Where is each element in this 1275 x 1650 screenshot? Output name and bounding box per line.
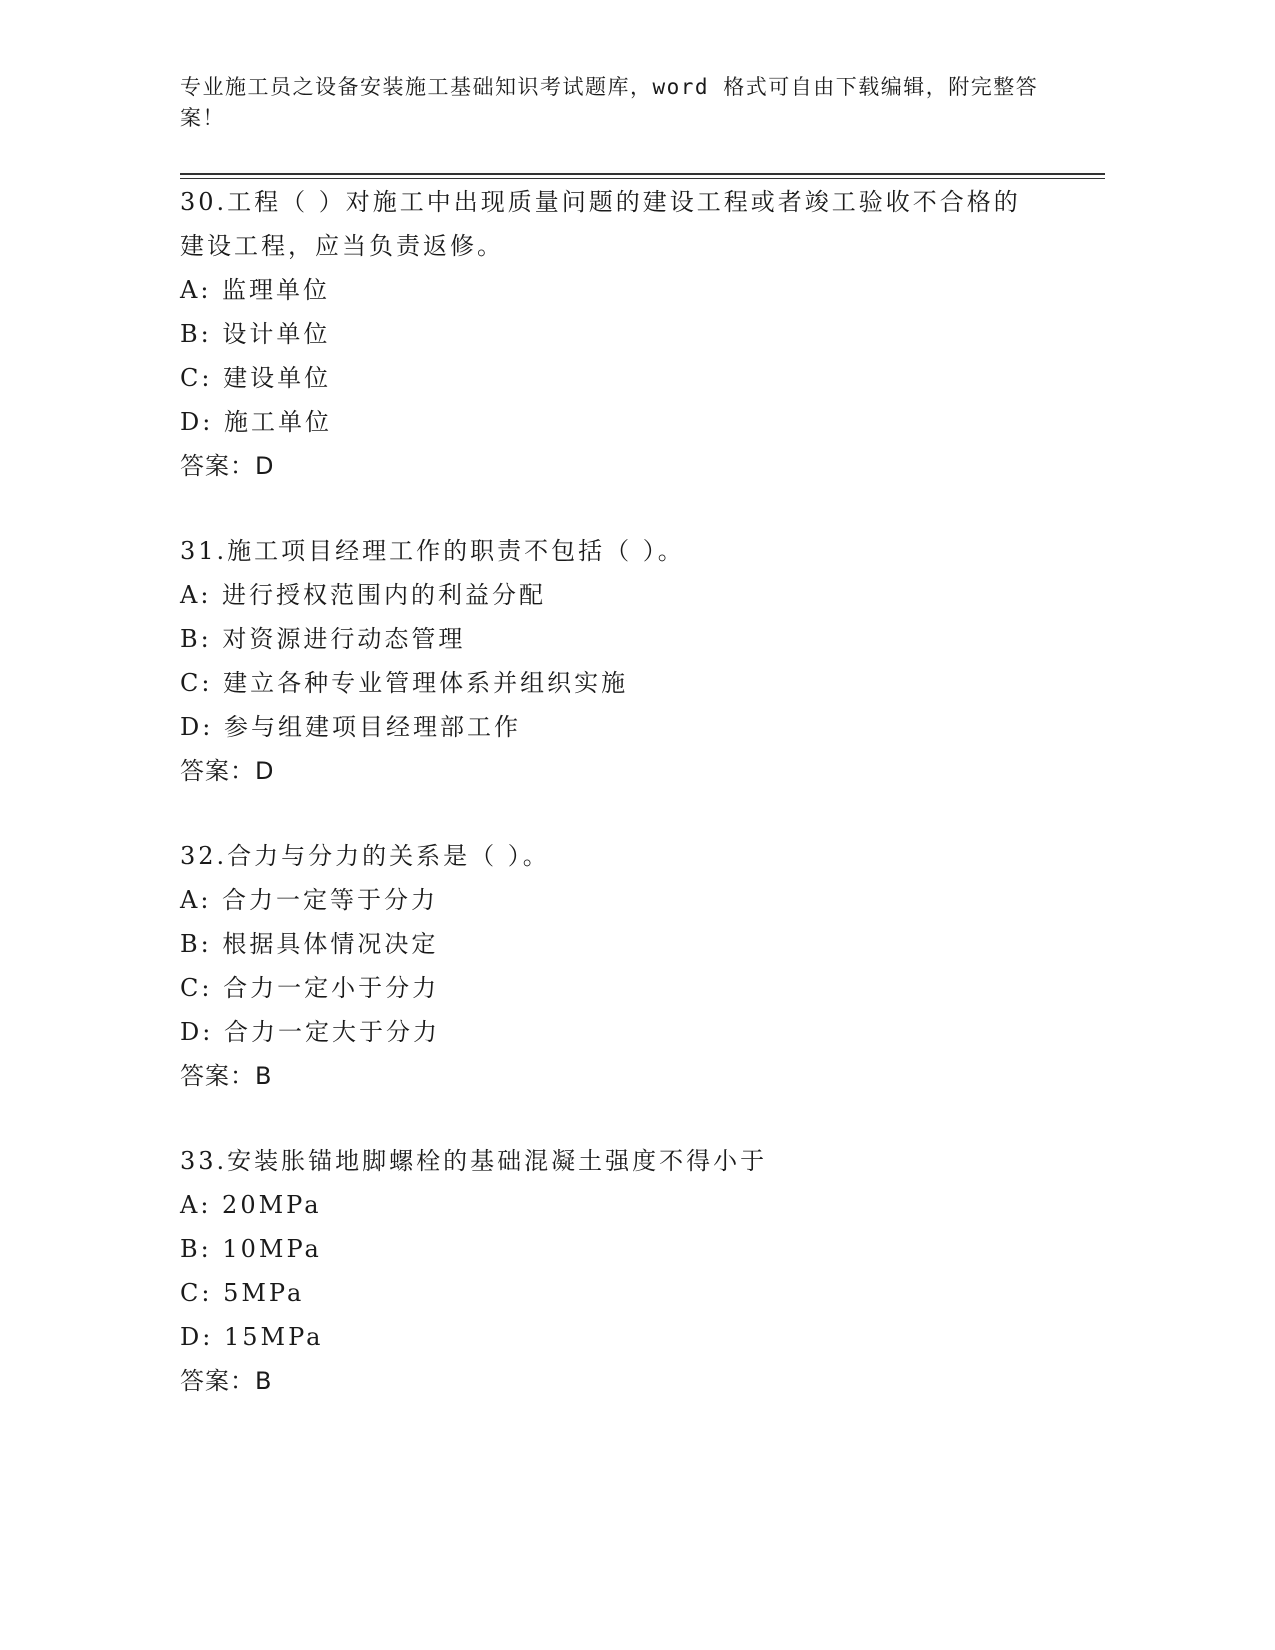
document-header: 专业施工员之设备安装施工基础知识考试题库，word 格式可自由下载编辑，附完整答案！ [180,75,1039,130]
option-a: A: 合力一定等于分力 [180,886,439,914]
option-b: B: 根据具体情况决定 [180,930,439,958]
question-30 [180,180,1040,488]
option-d: D: 参与组建项目经理部工作 [180,713,521,741]
answer-label: 答案：B [180,1062,273,1090]
option-c: C: 合力一定小于分力 [180,974,440,1002]
option-c: C: 建设单位 [180,364,332,392]
question-stem: 30.工程（ ）对施工中出现质量问题的建设工程或者竣工验收不合格的建设工程，应当负责返修。 [180,188,1021,260]
option-d: D: 施工单位 [180,408,332,436]
question-32 [180,834,1040,1098]
header-rule-thick [180,173,1105,175]
option-d: D: 合力一定大于分力 [180,1018,440,1046]
option-d: D: 15MPa [180,1323,324,1351]
option-b: B: 设计单位 [180,320,331,348]
option-c: C: 5MPa [180,1279,305,1307]
option-a: A: 20MPa [180,1191,322,1219]
question-stem: 32.合力与分力的关系是（ ）。 [180,842,550,870]
option-c: C: 建立各种专业管理体系并组织实施 [180,669,629,697]
question-stem: 31.施工项目经理工作的职责不包括（ ）。 [180,537,685,565]
question-33 [180,1139,1040,1403]
option-b: B: 对资源进行动态管理 [180,625,466,653]
option-a: A: 监理单位 [180,276,331,304]
answer-label: 答案：B [180,1367,273,1395]
answer-label: 答案：D [180,452,275,480]
option-a: A: 进行授权范围内的利益分配 [180,581,547,609]
header-rule-thin [180,178,1105,179]
question-31 [180,529,1040,793]
answer-label: 答案：D [180,757,275,785]
option-b: B: 10MPa [180,1235,322,1263]
question-stem: 33.安装胀锚地脚螺栓的基础混凝土强度不得小于 [180,1147,768,1175]
